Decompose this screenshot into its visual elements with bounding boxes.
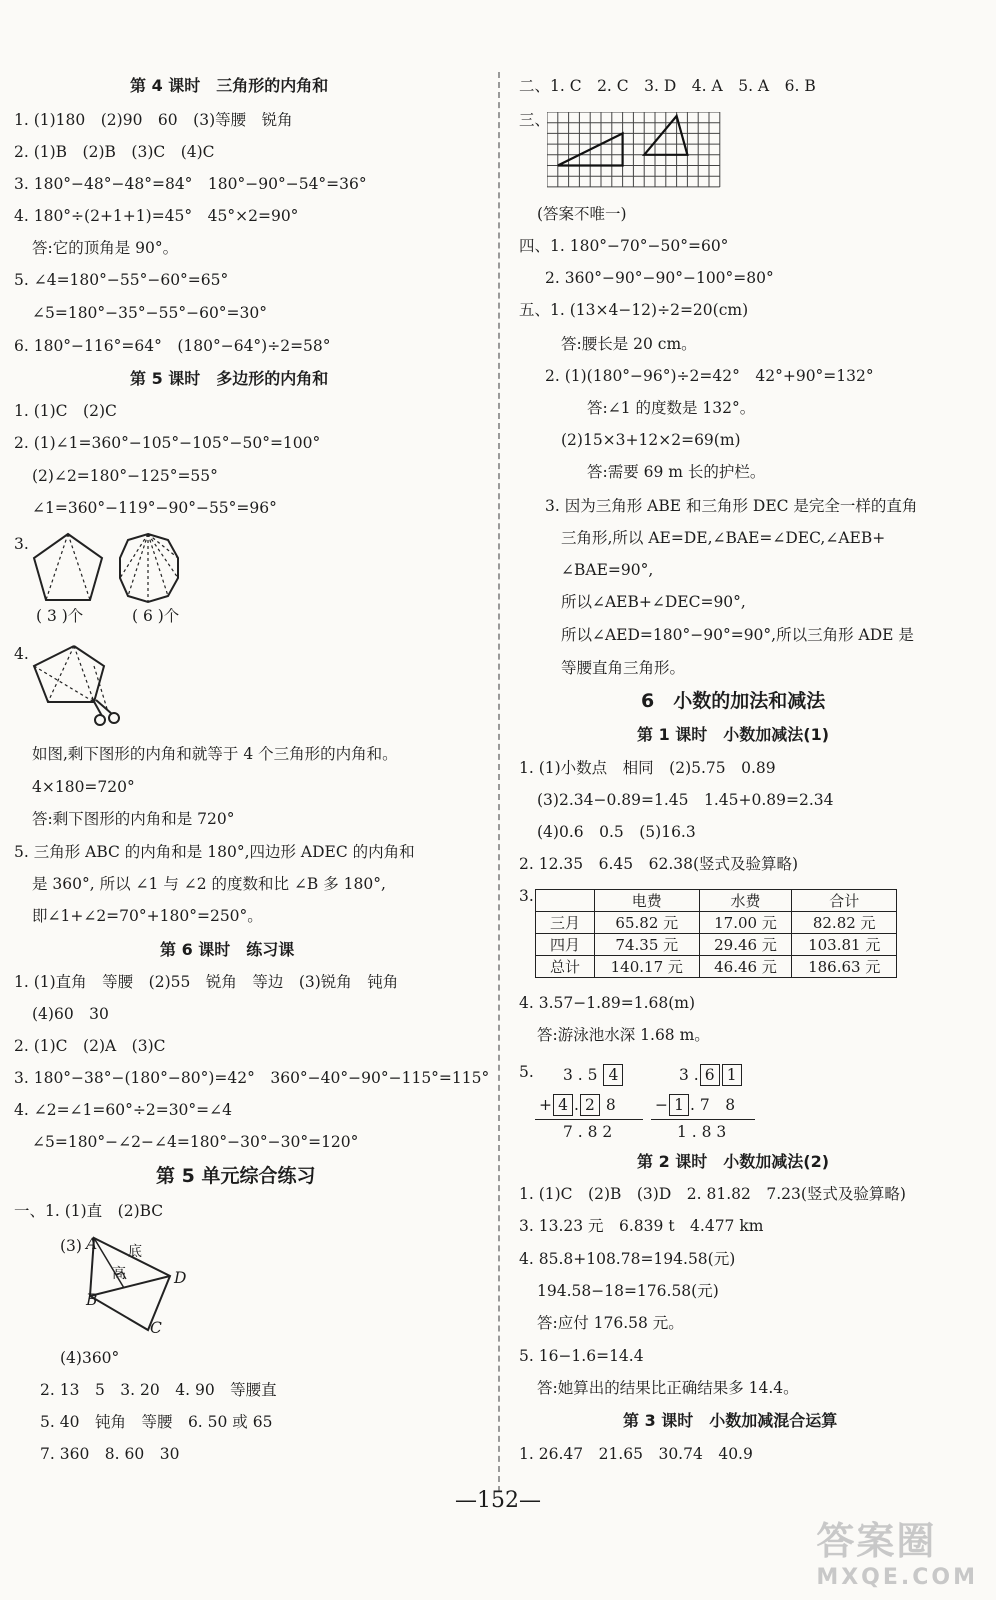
table-cell: 水费 — [699, 890, 792, 912]
table-cell: 电费 — [595, 890, 700, 912]
answer-line: 答:游泳池水深 1.68 m。 — [537, 1026, 710, 1044]
answer-line: 7. 360 8. 60 30 — [40, 1445, 180, 1463]
answer-line: 答:需要 69 m 长的护栏。 — [587, 463, 766, 481]
table-cell: 17.00 元 — [699, 912, 792, 934]
table-cell: 186.63 元 — [792, 956, 897, 978]
vertical-subtraction-top: 3 . 6 1 — [679, 1064, 743, 1086]
answer-line: ∠5=180°−35°−55°−60°=30° — [32, 304, 268, 322]
answer-line: 答:她算出的结果比正确结果多 14.4。 — [537, 1379, 799, 1397]
heading-unit6-lesson-3: 第 3 课时 小数加减混合运算 — [623, 1411, 838, 1430]
answer-line: ∠1=360°−119°−90°−55°=96° — [32, 499, 277, 517]
answer-line: 所以∠AED=180°−90°=90°,所以三角形 ADE 是 — [561, 626, 914, 644]
table-cell: 140.17 元 — [595, 956, 700, 978]
table-cell: 四月 — [536, 934, 595, 956]
table-header-row — [536, 890, 897, 912]
answer-line: 3. 180°−48°−48°=84° 180°−90°−54°=36° — [14, 175, 367, 193]
answer-line: 3. 因为三角形 ABE 和三角形 DEC 是完全一样的直角 — [545, 497, 918, 515]
point-label: B — [86, 1291, 98, 1309]
answer-line: 五、1. (13×4−12)÷2=20(cm) — [519, 301, 749, 319]
answer-line: 3. 180°−38°−(180°−80°)=42° 360°−40°−90°−115°=115° — [14, 1069, 490, 1087]
answer-line: 1. (1)直角 等腰 (2)55 锐角 等边 (3)锐角 钝角 — [14, 973, 399, 991]
heading-unit6-lesson-1: 第 1 课时 小数加减法(1) — [637, 725, 830, 744]
point-label: A — [86, 1235, 98, 1253]
table-cell: 29.46 元 — [699, 934, 792, 956]
answer-line: 答:剩下图形的内角和是 720° — [32, 810, 235, 828]
answer-line: ∠BAE=90°, — [561, 561, 654, 579]
answer-line: (3) — [60, 1237, 82, 1255]
table-cell: 74.35 元 — [595, 934, 700, 956]
answer-line: 5. — [519, 1063, 534, 1081]
watermark-logo: 答案圈 MXQE.COM — [816, 1519, 978, 1590]
answer-line: 答:它的顶角是 90°。 — [32, 239, 179, 257]
answer-line: 2. 360°−90°−90°−100°=80° — [545, 269, 774, 287]
answer-line: 三、 — [519, 111, 551, 129]
answer-line: 1. (1)小数点 相同 (2)5.75 0.89 — [519, 759, 776, 777]
answer-line: 3. — [519, 887, 534, 905]
point-label: C — [150, 1319, 162, 1337]
table-cell: 三月 — [536, 912, 595, 934]
answer-line: 即∠1+∠2=70°+180°=250°。 — [32, 907, 263, 925]
answer-line: 2. (1)∠1=360°−105°−105°−50°=100° — [14, 434, 321, 452]
cut-pentagon-diagram — [28, 640, 124, 732]
answer-line: 4. ∠2=∠1=60°÷2=30°=∠4 — [14, 1101, 233, 1119]
vertical-subtraction-result: 1 . 8 3 — [677, 1123, 727, 1141]
answer-line: 1. (1)C (2)B (3)D 2. 81.82 7.23(竖式及验算略) — [519, 1185, 906, 1203]
polygon-diagrams — [30, 528, 210, 604]
vertical-subtraction-middle: − 1 . 7 8 — [655, 1096, 736, 1114]
answer-line: 2. 12.35 6.45 62.38(竖式及验算略) — [519, 855, 799, 873]
answer-line: 答:应付 176.58 元。 — [537, 1314, 684, 1332]
heading-unit6-lesson-2: 第 2 课时 小数加减法(2) — [637, 1152, 830, 1171]
answer-line: 答:∠1 的度数是 132°。 — [587, 399, 756, 417]
answer-line: ( 3 )个 — [36, 607, 84, 625]
fee-table — [535, 889, 897, 978]
answer-line: (4)60 30 — [32, 1005, 109, 1023]
answer-line: 5. ∠4=180°−55°−60°=65° — [14, 271, 229, 289]
base-label: 底 — [128, 1244, 142, 1260]
answer-line: (4)360° — [60, 1349, 120, 1367]
answer-line: 1. (1)C (2)C — [14, 402, 117, 420]
vertical-addition-top: 3 . 5 4 — [563, 1064, 624, 1086]
table-cell: 65.82 元 — [595, 912, 700, 934]
answer-line: 2. 13 5 3. 20 4. 90 等腰直 — [40, 1381, 277, 1399]
height-label: 高 — [112, 1266, 126, 1282]
difference-line — [651, 1119, 755, 1120]
answer-line: 3. — [14, 535, 29, 553]
heading-lesson-4: 第 4 课时 三角形的内角和 — [130, 76, 329, 95]
table-row — [536, 956, 897, 978]
answer-line: 所以∠AEB+∠DEC=90°, — [561, 593, 746, 611]
heading-lesson-6: 第 6 课时 练习课 — [160, 940, 295, 959]
heading-lesson-5: 第 5 课时 多边形的内角和 — [130, 369, 329, 388]
answer-line: 答:腰长是 20 cm。 — [561, 335, 697, 353]
answer-line: (2)15×3+12×2=69(m) — [561, 431, 741, 449]
answer-line: 5. 40 钝角 等腰 6. 50 或 65 — [40, 1413, 273, 1431]
answer-line: (4)0.6 0.5 (5)16.3 — [537, 823, 696, 841]
table-row — [536, 912, 897, 934]
answer-line: 二、1. C 2. C 3. D 4. A 5. A 6. B — [519, 77, 816, 95]
heading-unit-6: 6 小数的加法和减法 — [641, 690, 826, 712]
answer-line: 4. — [14, 645, 29, 663]
answer-line: 4. 180°÷(2+1+1)=45° 45°×2=90° — [14, 207, 299, 225]
table-row — [536, 934, 897, 956]
answer-line: 1. 26.47 21.65 30.74 40.9 — [519, 1445, 753, 1463]
answer-line: ( 6 )个 — [132, 607, 180, 625]
point-label: D — [174, 1269, 187, 1287]
grid-triangles-diagram — [547, 112, 721, 188]
table-cell: 总计 — [536, 956, 595, 978]
answer-line: 4. 85.8+108.78=194.58(元) — [519, 1250, 736, 1268]
vertical-addition-middle: + 4 . 2 8 — [539, 1096, 616, 1114]
answer-line: 等腰直角三角形。 — [561, 659, 686, 677]
answer-line: 是 360°, 所以 ∠1 与 ∠2 的度数和比 ∠B 多 180°, — [32, 875, 386, 893]
answer-line: 4×180=720° — [32, 778, 135, 796]
answer-line: (2)∠2=180°−125°=55° — [32, 467, 218, 485]
answer-line: 2. (1)C (2)A (3)C — [14, 1037, 166, 1055]
table-cell: 103.81 元 — [792, 934, 897, 956]
answer-line: 5. 三角形 ABC 的内角和是 180°,四边形 ADEC 的内角和 — [14, 843, 415, 861]
answer-line: 2. (1)(180°−96°)÷2=42° 42°+90°=132° — [545, 367, 874, 385]
answer-line: (3)2.34−0.89=1.45 1.45+0.89=2.34 — [537, 791, 834, 809]
table-cell: 46.46 元 — [699, 956, 792, 978]
answer-line: 6. 180°−116°=64° (180°−64°)÷2=58° — [14, 337, 331, 355]
heading-unit-5: 第 5 单元综合练习 — [156, 1165, 316, 1187]
answer-line: 三角形,所以 AE=DE,∠BAE=∠DEC,∠AEB+ — [561, 529, 886, 547]
answer-line: 194.58−18=176.58(元) — [537, 1282, 719, 1300]
answer-line: 1. (1)180 (2)90 60 (3)等腰 锐角 — [14, 111, 293, 129]
answer-line: 3. 13.23 元 6.839 t 4.477 km — [519, 1217, 764, 1235]
sum-line — [535, 1119, 643, 1120]
answer-line: 2. (1)B (2)B (3)C (4)C — [14, 143, 215, 161]
answer-line: 如图,剩下图形的内角和就等于 4 个三角形的内角和。 — [32, 745, 398, 763]
table-cell: 82.82 元 — [792, 912, 897, 934]
column-divider — [498, 72, 500, 1492]
table-cell — [536, 890, 595, 912]
answer-line: 4. 3.57−1.89=1.68(m) — [519, 994, 696, 1012]
answer-line: 四、1. 180°−70°−50°=60° — [519, 237, 729, 255]
page-number: —152— — [455, 1488, 541, 1513]
answer-line: (答案不唯一) — [537, 205, 627, 223]
answer-line: 一、1. (1)直 (2)BC — [14, 1202, 164, 1220]
answer-line: 5. 16−1.6=14.4 — [519, 1347, 644, 1365]
table-cell: 合计 — [792, 890, 897, 912]
answer-line: ∠5=180°−∠2−∠4=180°−30°−30°=120° — [32, 1133, 359, 1151]
vertical-addition-result: 7 . 8 2 — [563, 1123, 613, 1141]
